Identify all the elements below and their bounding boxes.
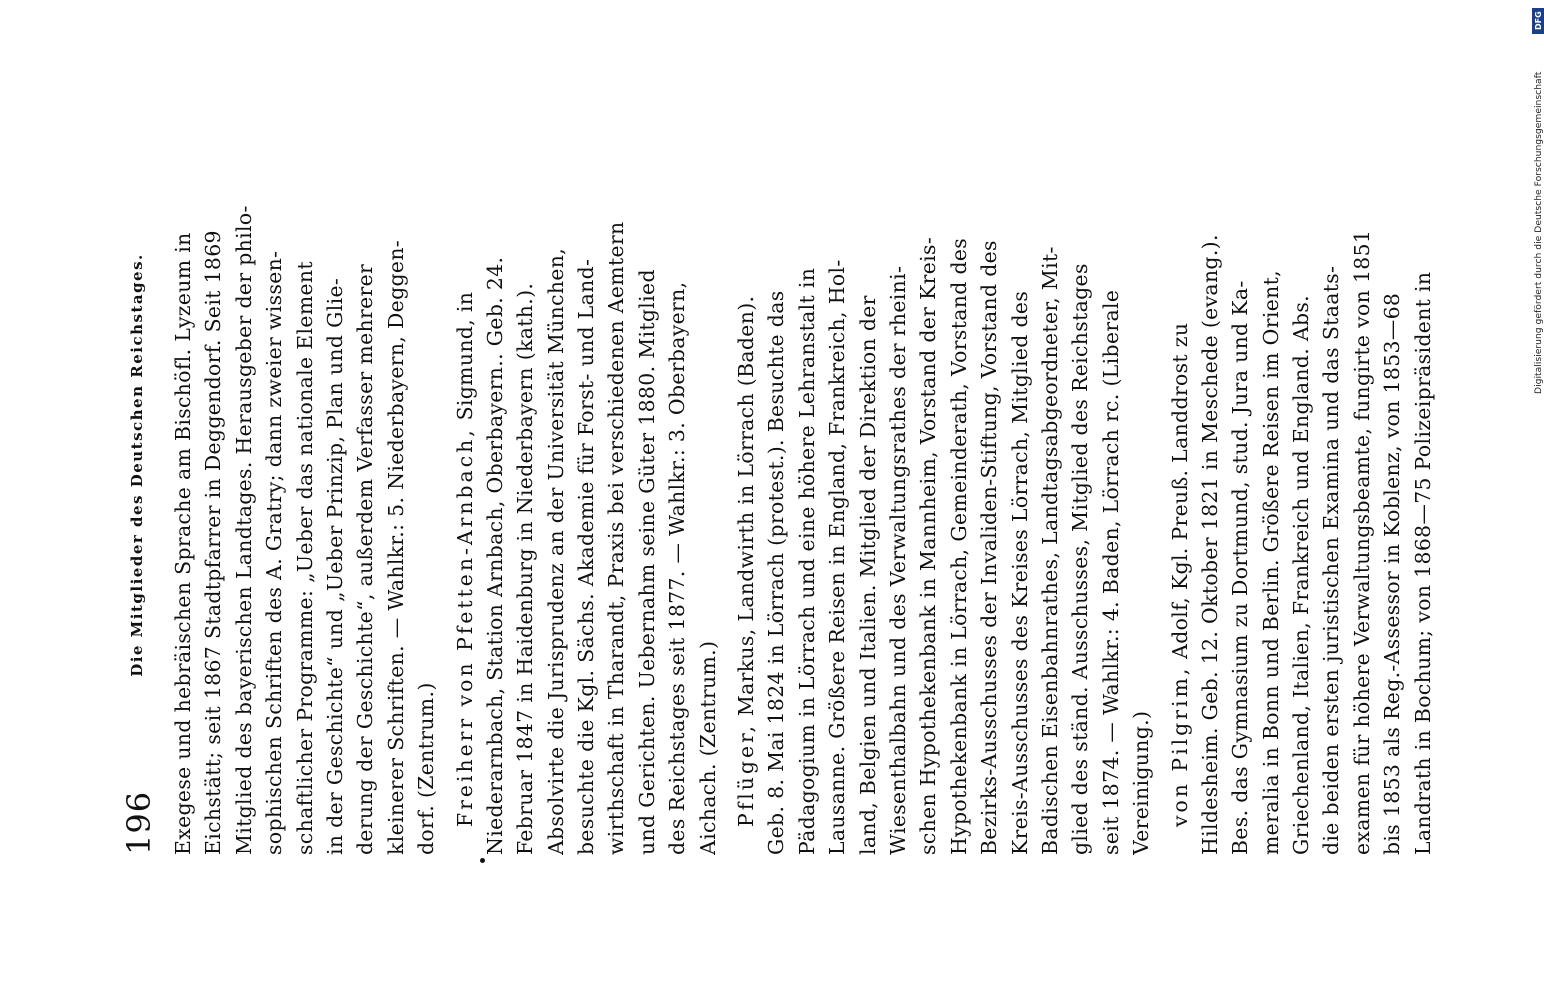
text-line: Kreis-Ausschusses des Kreises Lörrach, Mitglied des bbox=[1007, 290, 1032, 855]
text-line: examen für höhere Verwaltungsbeamte, fungirte von 1851 bbox=[1349, 229, 1374, 855]
dfg-logo-badge: DFG bbox=[1532, 8, 1544, 34]
entry-first-line bbox=[1165, 155, 1195, 855]
text-line: sophischen Schriften des A. Gratry; dann zweier wissen- bbox=[262, 250, 287, 855]
running-head bbox=[122, 155, 156, 855]
page-number: 196 bbox=[120, 790, 158, 855]
entry-name: Pflüger, bbox=[734, 722, 759, 827]
text-line: Badischen Eisenbahnrathes, Landtagsabgeordneter, Mit- bbox=[1037, 246, 1062, 855]
text-line: Absolvirte die Jurisprudenz an der Universität München, bbox=[543, 247, 568, 855]
text-line: Mitglied des bayerischen Landtages. Herausgeber der philo- bbox=[231, 205, 256, 855]
text-line: Markus, Landwirth in Lörrach (Baden). bbox=[734, 295, 759, 723]
text-line: in der Geschichte“ und „Ueber Prinzip, Plan und Glie- bbox=[322, 277, 347, 855]
text-line: Februar 1847 in Haidenburg in Niederbayern (kath.). bbox=[513, 282, 538, 855]
text-line: schen Hypothekenbank in Mannheim, Vorstand der Kreis- bbox=[916, 236, 941, 855]
print-speck bbox=[480, 858, 485, 863]
entry-von-pilgrim bbox=[1165, 155, 1439, 855]
text-line: dorf. (Zentrum.) bbox=[414, 682, 439, 855]
text-line: schaftlicher Programme: „Ueber das nationale Element bbox=[292, 261, 317, 855]
text-line: des Reichstages seit 1877. — Wahlkr.: 3. Oberbayern, bbox=[665, 281, 690, 855]
text-line: Pädagogium in Lörrach und eine höhere Lehranstalt in bbox=[794, 267, 819, 855]
text-line: Lausanne. Größere Reisen in England, Frankreich, Hol- bbox=[825, 259, 850, 855]
text-line: Geb. 8. Mai 1824 in Lörrach (protest.). Besuchte das bbox=[764, 290, 789, 855]
text-line: Niederarnbach, Station Arnbach, Oberbayern.. Geb. 24. bbox=[482, 256, 507, 855]
text-line: Adolf, Kgl. Preuß. Landdrost zu bbox=[1167, 322, 1192, 666]
text-body bbox=[168, 155, 1438, 855]
text-line: Hildesheim. Geb. 12. Oktober 1821 in Meschede (evang.). bbox=[1197, 234, 1222, 855]
text-line: Landrath in Bochum; von 1868—75 Polizeipräsident in bbox=[1410, 271, 1435, 855]
text-line: glied des ständ. Ausschusses, Mitglied des Reichstages bbox=[1068, 263, 1093, 855]
text-line: Wiesenthalbahn und des Verwaltungsrathes der rheini- bbox=[885, 265, 910, 855]
running-head-title: Die Mitglieder des Deutschen Reichstages. bbox=[128, 253, 146, 677]
text-line: derung der Geschichte“, außerdem Verfasser mehrerer bbox=[353, 263, 378, 855]
text-line: Vereinigung.) bbox=[1129, 710, 1154, 855]
entry-name: Freiherr von Pfetten-Arnbach, bbox=[452, 427, 477, 827]
entry-pflueger bbox=[731, 155, 1156, 855]
book-page bbox=[120, 155, 1435, 855]
text-line: Hypothekenbank in Lörrach, Gemeinderath, Vorstand des bbox=[946, 237, 971, 855]
entry-pfetten-arnbach bbox=[450, 155, 724, 855]
text-line: land, Belgien und Italien. Mitglied der Direktion der bbox=[855, 295, 880, 855]
text-line: bis 1853 als Reg.-Assessor in Koblenz, von 1853—68 bbox=[1380, 292, 1405, 855]
text-line: Griechenland, Italien, Frankreich und England. Abs. bbox=[1289, 295, 1314, 855]
text-line: Exegese und hebräischen Sprache am Bischöfl. Lyzeum in bbox=[171, 232, 195, 855]
text-line: Bes. das Gymnasium zu Dortmund, stud. Jura und Ka- bbox=[1228, 280, 1253, 855]
text-line: wirthschaft in Tharandt, Praxis bei verschiedenen Aemtern bbox=[604, 221, 629, 855]
digitization-credit bbox=[1532, 8, 1544, 394]
text-line: Bezirks-Ausschusses der Invaliden-Stiftung, Vorstand des bbox=[977, 240, 1002, 855]
text-line: kleinerer Schriften. — Wahlkr.: 5. Niederbayern, Deggen- bbox=[383, 239, 408, 855]
entry-first-line bbox=[731, 155, 761, 855]
text-line: besuchte die Kgl. Sächs. Akademie für Forst- und Land- bbox=[574, 258, 599, 855]
text-line: meralia in Bonn und Berlin. Größere Reisen im Orient, bbox=[1258, 270, 1283, 855]
text-line: Aichach. (Zentrum.) bbox=[695, 640, 720, 855]
text-line: Eichstätt; seit 1867 Stadtpfarrer in Deggendorf. Seit 1869 bbox=[201, 230, 226, 855]
credit-text: Digitalisierung gefördert durch die Deutsche Forschungsgemeinschaft bbox=[1533, 71, 1544, 394]
text-line: seit 1874. — Wahlkr.: 4. Baden, Lörrach rc. (Liberale bbox=[1098, 289, 1123, 855]
entry-continuation bbox=[168, 155, 442, 855]
text-line: und Gerichten. Uebernahm seine Güter 1880. Mitglied bbox=[634, 269, 659, 855]
entry-name: von Pilgrim, bbox=[1167, 665, 1192, 827]
entry-first-line bbox=[450, 155, 480, 855]
text-line: Sigmund, in bbox=[452, 291, 477, 428]
text-line: die beiden ersten juristischen Examina und das Staats- bbox=[1319, 265, 1344, 855]
